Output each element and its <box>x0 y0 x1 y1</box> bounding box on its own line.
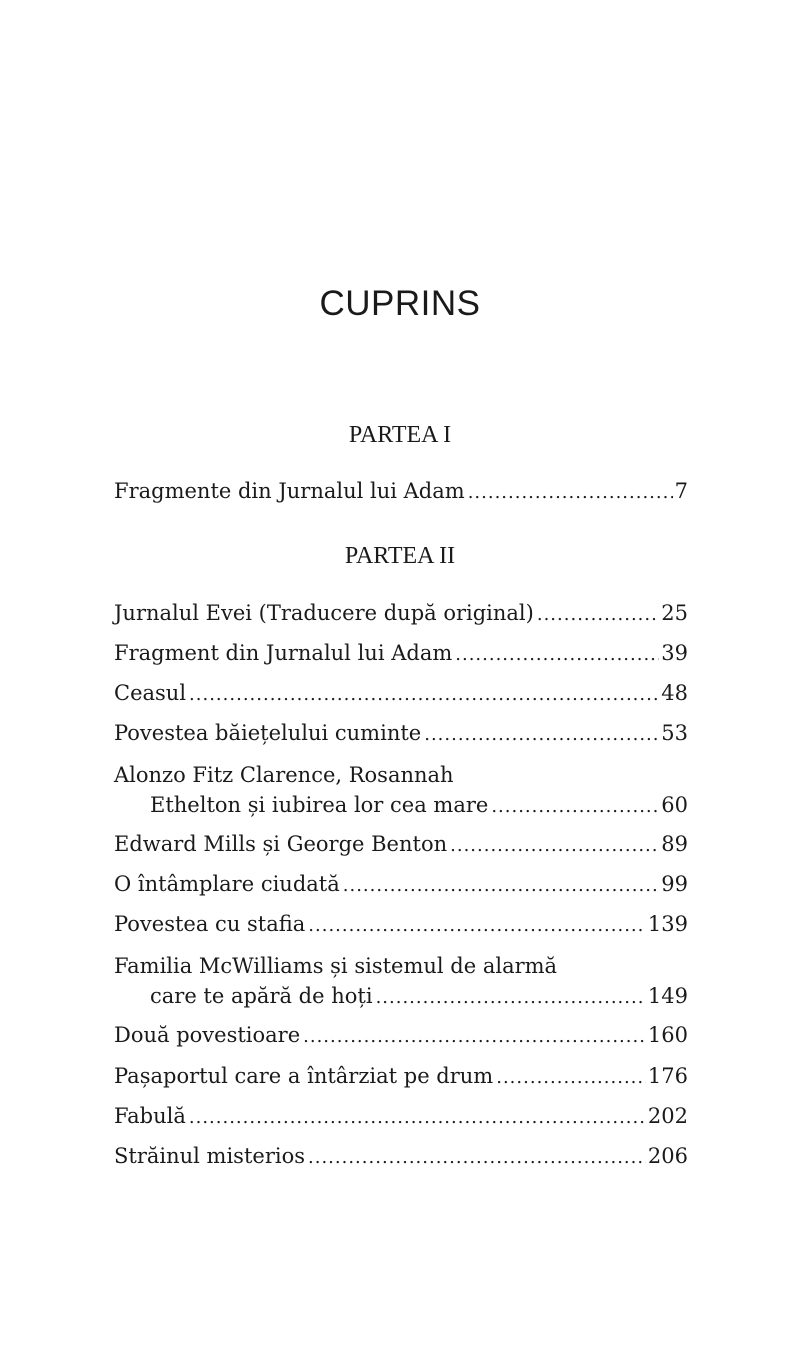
toc-entry <box>114 1061 688 1093</box>
dot-leader <box>450 831 659 861</box>
toc-entry-page: 7 <box>674 479 688 503</box>
toc-entry-page: 89 <box>661 832 688 856</box>
toc-entry <box>114 909 688 941</box>
dot-leader <box>468 478 673 508</box>
dot-leader <box>537 600 659 630</box>
toc-entry-title: O întâmplare ciudată <box>114 872 340 896</box>
toc-entry-page: 206 <box>647 1144 688 1168</box>
dot-leader <box>189 1103 646 1133</box>
toc-entry-title: Pașaportul care a întârziat pe drum <box>114 1064 494 1088</box>
toc-entry-title: Fragmente din Jurnalul lui Adam <box>114 479 465 503</box>
toc-entry <box>114 1101 688 1133</box>
toc-entry <box>114 1020 688 1052</box>
part-2-heading: PARTEA II <box>344 543 456 569</box>
dot-leader <box>189 680 659 710</box>
toc-entry-page: 149 <box>647 984 688 1008</box>
toc-entry <box>114 718 688 750</box>
dot-leader <box>308 1143 646 1173</box>
dot-leader <box>496 1063 646 1093</box>
toc-entry-page: 99 <box>661 872 688 896</box>
toc-entry-title: Fragment din Jurnalul lui Adam <box>114 641 453 665</box>
toc-entry-title-continued: Ethelton și iubirea lor cea mare <box>150 793 489 817</box>
toc-entry <box>114 760 688 822</box>
toc-entry-page: 39 <box>661 641 688 665</box>
toc-entry <box>114 829 688 861</box>
toc-entry <box>114 598 688 630</box>
toc-entry <box>114 951 688 1013</box>
toc-entry-title: Ceasul <box>114 681 187 705</box>
dot-leader <box>343 871 660 901</box>
page-title: CUPRINS <box>319 284 481 323</box>
toc-entry-page: 53 <box>661 721 688 745</box>
dot-leader <box>491 792 659 822</box>
toc-entry-title: Două povestioare <box>114 1023 301 1047</box>
toc-entry-page: 202 <box>647 1104 688 1128</box>
dot-leader <box>308 911 646 941</box>
toc-entry-title: Alonzo Fitz Clarence, Rosannah <box>114 763 454 787</box>
toc-entry <box>114 638 688 670</box>
toc-entry <box>114 1141 688 1173</box>
toc-entry-title: Străinul misterios <box>114 1144 305 1168</box>
toc-entry-page: 176 <box>647 1064 688 1088</box>
toc-entry <box>114 869 688 901</box>
toc-entry-title-continued: care te apără de hoți <box>150 984 373 1008</box>
dot-leader <box>455 640 659 670</box>
toc-entry-page: 25 <box>661 601 688 625</box>
part-1-heading: PARTEA I <box>348 422 452 448</box>
toc-entry-page: 60 <box>661 793 688 817</box>
toc-entry-page: 160 <box>647 1023 688 1047</box>
toc-entry-title: Jurnalul Evei (Traducere după original) <box>114 601 534 625</box>
toc-entry <box>114 476 688 508</box>
toc-entry <box>114 678 688 710</box>
dot-leader <box>424 720 659 750</box>
toc-entry-page: 48 <box>661 681 688 705</box>
toc-entry-title: Familia McWilliams și sistemul de alarmă <box>114 954 558 978</box>
toc-entry-title: Edward Mills și George Benton <box>114 832 448 856</box>
toc-entry-page: 139 <box>647 912 688 936</box>
toc-entry-title: Fabulă <box>114 1104 186 1128</box>
dot-leader <box>376 983 646 1013</box>
toc-entry-title: Povestea cu stafia <box>114 912 306 936</box>
dot-leader <box>303 1022 646 1052</box>
toc-entry-title: Povestea băiețelului cuminte <box>114 721 422 745</box>
